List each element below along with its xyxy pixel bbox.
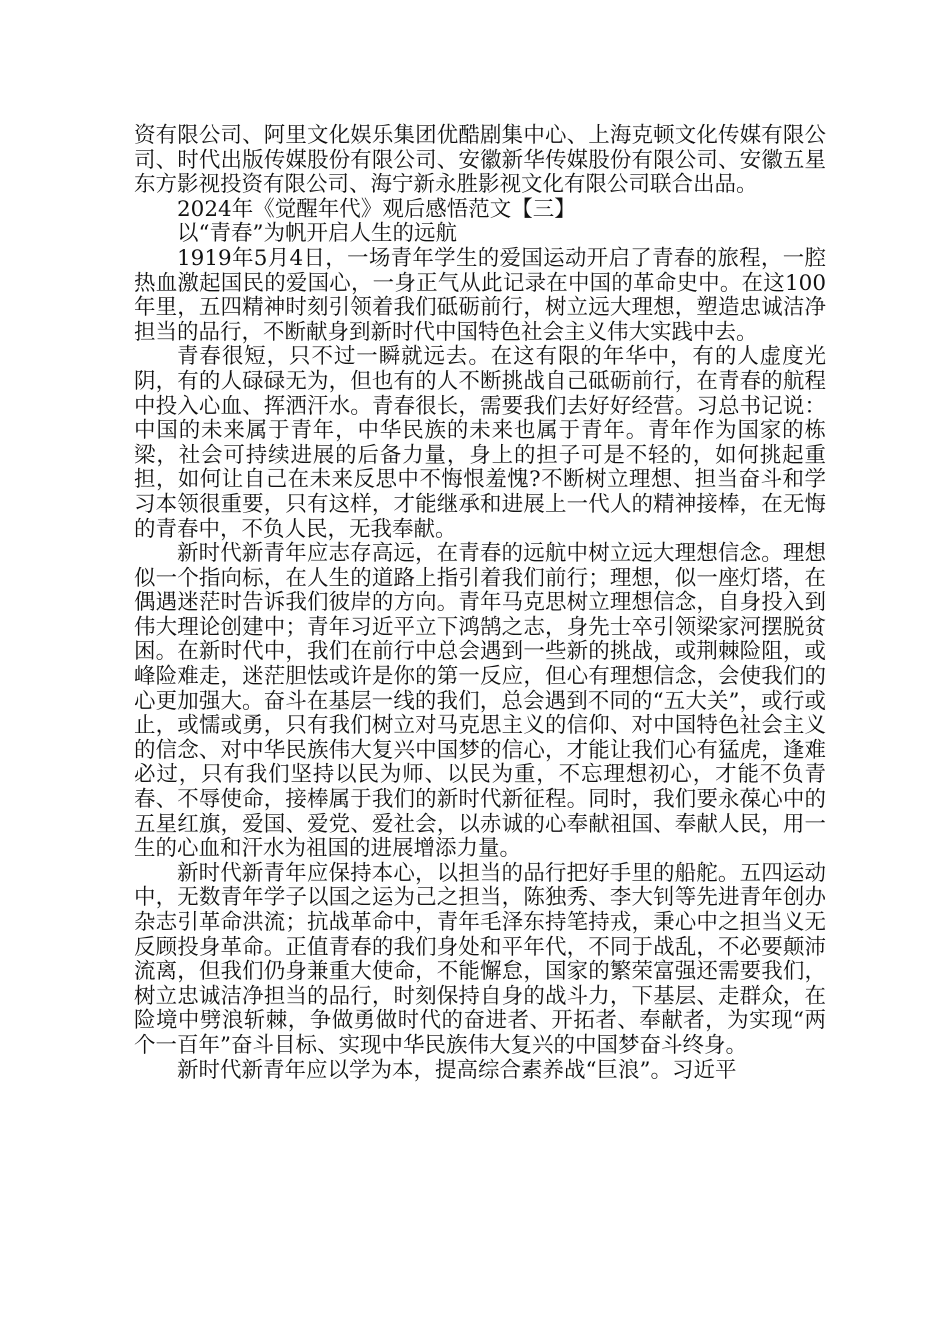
section-heading: 2024年《觉醒年代》观后感悟范文【三】 xyxy=(177,196,576,222)
essay-title: 以“青春”为帆开启人生的远航 xyxy=(177,221,457,247)
paragraph: 1919年5月4日，一场青年学生的爱国运动开启了青春的旅程，一腔热血激起国民的爱国心，一身正气从此记录在中国的革命史中。在这100年里，五四精神时刻引领着我们砥砺前行，树立远大理想，塑造忠诚洁净担当的品行，不断献身到新时代中国特色社会主义伟大实践中去。 xyxy=(134,245,826,345)
paragraph: 新时代新青年应志存高远，在青春的远航中树立远大理想信念。理想似一个指向标，在人生的道路上指引着我们前行；理想，似一座灯塔，在偶遇迷茫时告诉我们彼岸的方向。青年马克思树立理想信念，自身投入到伟大理论创建中；青年习近平立下鸿鹄之志，身先士卒引领梁家河摆脱贫困。在新时代中，我们在前行中总会遇到一些新的挑战，或荆棘险阻，或峰险难走，迷茫胆怯或许是你的第一反应，但心有理想信念，会使我们的心更加强大。奋斗在基层一线的我们，总会遇到不同的“五大关”，或行或止，或懦或勇，只有我们树立对马克思主义的信仰、对中国特色社会主义的信念、对中华民族伟大复兴中国梦的信心，才能让我们心有猛虎，逢难必过，只有我们坚持以民为师、以民为重，不忘理想初心，才能不负青春、不辱使命，接棒属于我们的新时代新征程。同时，我们要永葆心中的五星红旗，爱国、爱党、爱社会，以赤诚的心奉献祖国、奉献人民，用一生的心血和汗水为祖国的进展增添力量。 xyxy=(134,541,826,862)
paragraph-truncated: 新时代新青年应以学为本，提高综合素养战“巨浪”。习近平 xyxy=(177,1057,737,1083)
paragraph: 新时代新青年应保持本心，以担当的品行把好手里的船舵。五四运动中，无数青年学子以国之运为己之担当，陈独秀、李大钊等先进青年创办杂志引革命洪流；抗战革命中，青年毛泽东持笔持戎，秉心中之担当义无反顾投身革命。正值青春的我们身处和平年代，不同于战乱，不必要颠沛流离，但我们仍身兼重大使命，不能懈怠，国家的繁荣富强还需要我们，树立忠诚洁净担当的品行，时刻保持自身的战斗力，下基层、走群众，在险境中劈浪斩棘，争做勇做时代的奋进者、开拓者、奉献者，为实现“两个一百年”奋斗目标、实现中华民族伟大复兴的中国梦奋斗终身。 xyxy=(134,860,826,1058)
document-body xyxy=(134,124,826,1083)
paragraph: 青春很短，只不过一瞬就远去。在这有限的年华中，有的人虚度光阴，有的人碌碌无为，但也有的人不断挑战自己砥砺前行，在青春的航程中投入心血、挥洒汗水。青春很长，需要我们去好好经营。习总书记说：中国的未来属于青年，中华民族的未来也属于青年。青年作为国家的栋梁，社会可持续进展的后备力量，身上的担子可是不轻的，如何挑起重担，如何让自己在未来反思中不悔恨羞愧?不断树立理想、担当奋斗和学习本领很重要，只有这样，才能继承和进展上一代人的精神接棒，在无悔的青春中，不负人民，无我奉献。 xyxy=(134,344,826,542)
paragraph-credits-continued: 资有限公司、阿里文化娱乐集团优酷剧集中心、上海克顿文化传媒有限公司、时代出版传媒股份有限公司、安徽新华传媒股份有限公司、安徽五星东方影视投资有限公司、海宁新永胜影视文化有限公司联合出品。 xyxy=(134,123,826,198)
